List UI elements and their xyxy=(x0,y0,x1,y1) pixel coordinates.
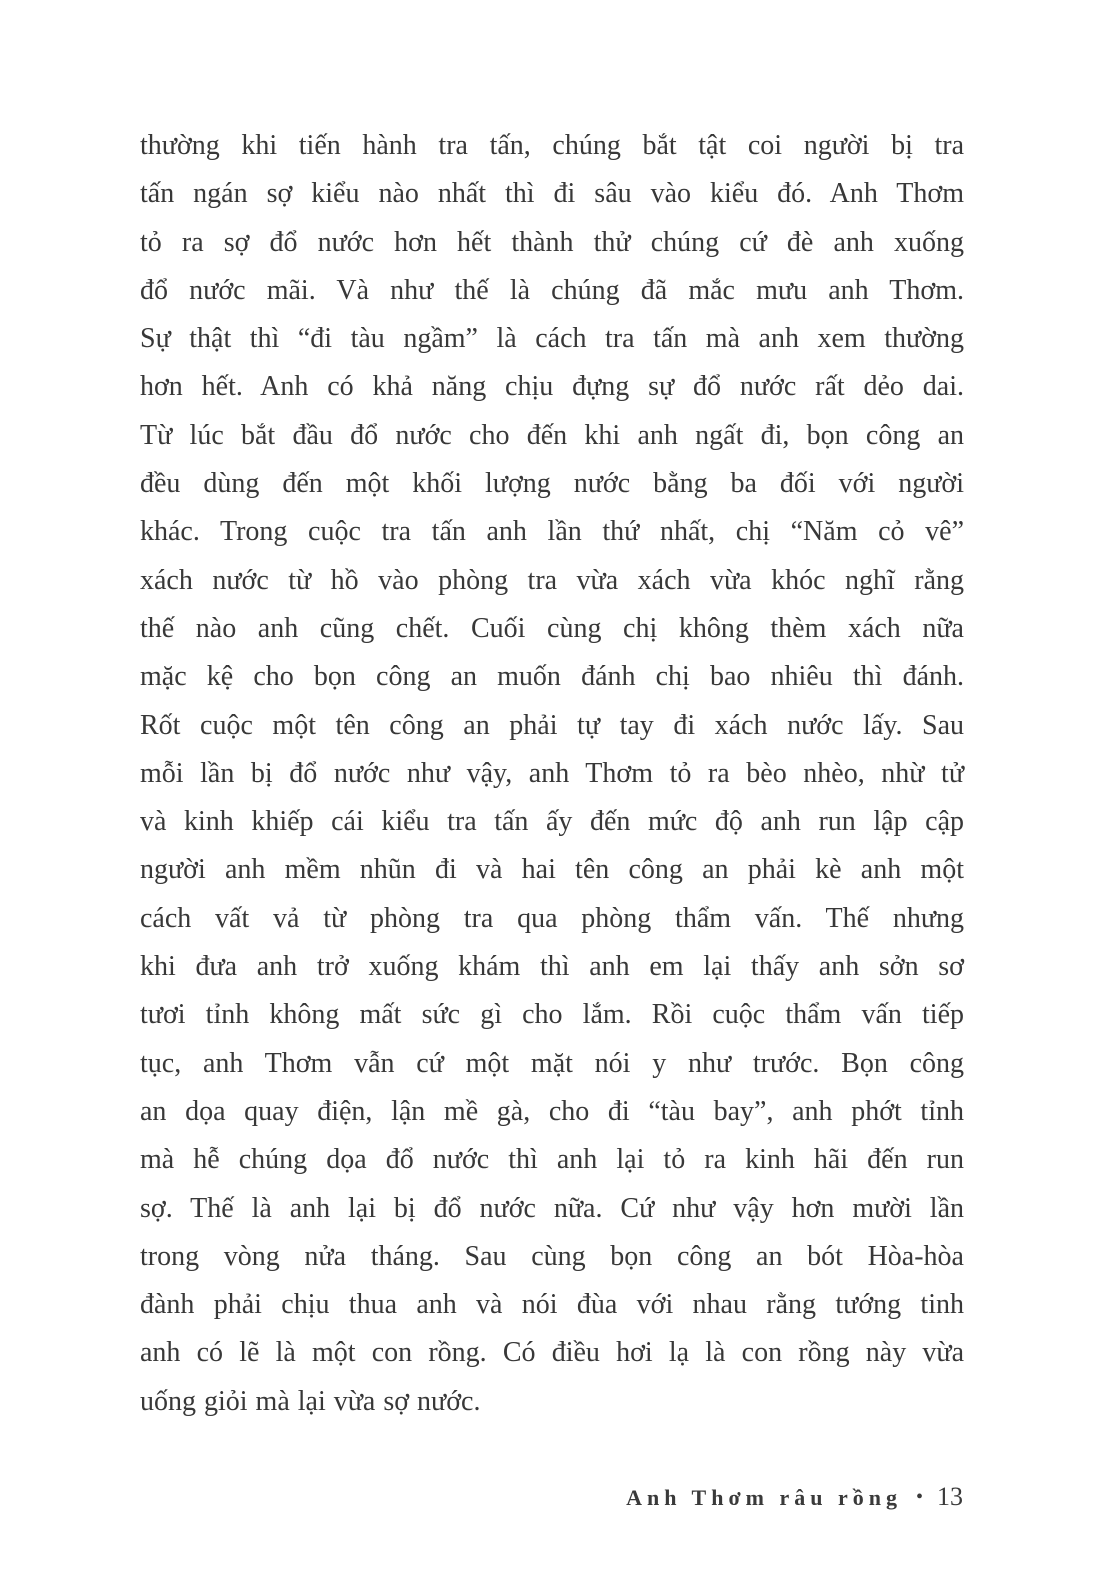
page-number: 13 xyxy=(937,1482,963,1511)
text-line: mỗi lần bị đổ nước như vậy, anh Thơm tỏ ra bèo nhèo, nhừ tử xyxy=(140,757,964,789)
text-line: mặc kệ cho bọn công an muốn đánh chị bao nhiêu thì đánh. xyxy=(140,661,964,693)
footer-separator-dot: • xyxy=(915,1486,923,1508)
text-line: tấn ngán sợ kiểu nào nhất thì đi sâu vào kiểu đó. Anh Thơm xyxy=(140,178,964,210)
running-title: Anh Thơm râu rồng xyxy=(626,1485,902,1510)
text-line: sợ. Thế là anh lại bị đổ nước nữa. Cứ như vậy hơn mười lần xyxy=(140,1192,964,1224)
text-line: anh có lẽ là một con rồng. Có điều hơi lạ là con rồng này vừa xyxy=(140,1337,964,1369)
text-line: cách vất vả từ phòng tra qua phòng thẩm vấn. Thế nhưng xyxy=(140,902,964,934)
page-footer xyxy=(626,1482,963,1512)
text-line: khác. Trong cuộc tra tấn anh lần thứ nhất, chị “Năm cỏ vê” xyxy=(140,516,964,548)
text-line: uống giỏi mà lại vừa sợ nước. xyxy=(140,1385,481,1417)
text-line: người anh mềm nhũn đi và hai tên công an phải kè anh một xyxy=(140,854,964,886)
text-line: an dọa quay điện, lận mề gà, cho đi “tàu bay”, anh phớt tỉnh xyxy=(140,1095,964,1127)
text-line: khi đưa anh trở xuống khám thì anh em lại thấy anh sởn sơ xyxy=(140,951,964,983)
text-line: đều dùng đến một khối lượng nước bằng ba đối với người xyxy=(140,468,964,500)
text-line: Rốt cuộc một tên công an phải tự tay đi xách nước lấy. Sau xyxy=(140,709,964,741)
text-line: tươi tỉnh không mất sức gì cho lắm. Rồi cuộc thẩm vấn tiếp xyxy=(140,999,964,1031)
text-line: tục, anh Thơm vẫn cứ một mặt nói y như trước. Bọn công xyxy=(140,1047,964,1079)
text-line: mà hễ chúng dọa đổ nước thì anh lại tỏ ra kinh hãi đến run xyxy=(140,1144,964,1176)
text-line: tỏ ra sợ đổ nước hơn hết thành thử chúng cứ đè anh xuống xyxy=(140,226,964,258)
text-line: trong vòng nửa tháng. Sau cùng bọn công an bót Hòa-hòa xyxy=(140,1240,964,1272)
text-line: hơn hết. Anh có khả năng chịu đựng sự đổ nước rất dẻo dai. xyxy=(140,371,964,403)
text-line: thế nào anh cũng chết. Cuối cùng chị không thèm xách nữa xyxy=(140,612,964,644)
text-line: xách nước từ hồ vào phòng tra vừa xách vừa khóc nghĩ rằng xyxy=(140,564,964,596)
text-line: và kinh khiếp cái kiểu tra tấn ấy đến mức độ anh run lập cập xyxy=(140,806,964,838)
text-line: thường khi tiến hành tra tấn, chúng bắt tật coi người bị tra xyxy=(140,130,964,161)
text-line: Sự thật thì “đi tàu ngầm” là cách tra tấn mà anh xem thường xyxy=(140,323,964,355)
text-line: Từ lúc bắt đầu đổ nước cho đến khi anh ngất đi, bọn công an xyxy=(140,419,964,451)
text-line: đành phải chịu thua anh và nói đùa với nhau rằng tướng tinh xyxy=(140,1289,964,1321)
body-text xyxy=(140,122,964,1426)
text-line: đổ nước mãi. Và như thế là chúng đã mắc mưu anh Thơm. xyxy=(140,274,964,306)
